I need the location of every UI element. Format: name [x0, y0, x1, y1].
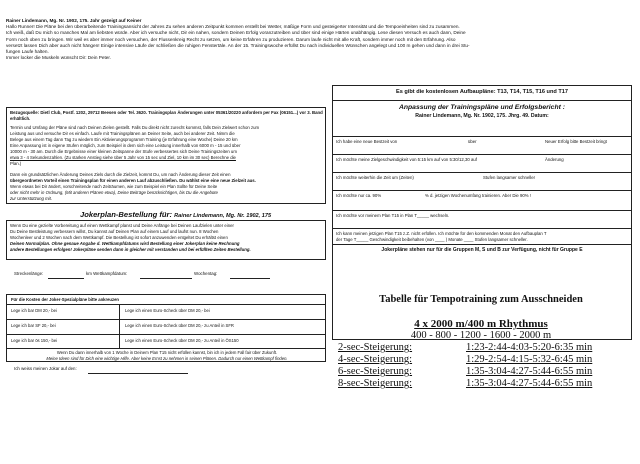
form-row-mid: Stufen langsamer schneller: [483, 175, 536, 180]
joker-info-box: [6, 220, 326, 260]
form-row-right: Änderung: [545, 157, 564, 162]
tempo-table-title: Tabelle für Tempotraining zum Ausschneiden: [379, 294, 583, 305]
form-row[interactable]: [333, 154, 631, 162]
payment-cheque-de[interactable]: Lege ich einen Euro-Scheck über DM 20,- bei: [125, 308, 210, 313]
payment-cash-de[interactable]: Lege ich bar DM 20,- bei: [11, 308, 57, 313]
joker-line: Deinen Normalplan. Ohne genaue Angabe d. Wettkampfdatums wird Bestellung einer Jokerplan keine Rechnung: [10, 241, 240, 246]
info-line: Leistung aus und versuche Dir es einfach. Laufe mit Trainingsplänen an Deiner Seite, auch bei anderer Zeit. Nimm die: [10, 131, 235, 136]
joker-date-label: Ich weiss meinen Jokar auf den:: [14, 366, 77, 371]
form-row-mid: über: [468, 139, 477, 144]
intro-header: Rainer Lindemann, Mg. Nr. 1902, 175. Jahr gezeigt auf Keiner: [6, 18, 142, 23]
joker-title-name: Rainer Lindemann, Mg. Nr. 1902, 175: [174, 213, 272, 219]
info-box: [6, 107, 326, 204]
form-row-label: Ich habe eine neue Bestzeit von: [336, 139, 398, 144]
form-row-label: Ich möchte vor meinem Plan T15 in Plan T_____ wechseln.: [336, 213, 450, 218]
payment-table: [6, 294, 326, 362]
race-date-input[interactable]: [140, 278, 192, 279]
tempo-step-times: 1:35-3:04-4:27-5:44-6:55 min: [466, 378, 593, 389]
info-line: oder nicht mehr in Ordnung, (Mit anderen Plänen etwa), Deine Beiträge berücksichtigen, bis Du die Angebote: [10, 190, 218, 195]
info-line: Wenn etwas bei Dir ändert, vorschreitende nach Zeiträumen, wie zum Beispiel ein Plan Sollte für Deine Seite: [10, 184, 218, 189]
rhythm-title: 4 x 2000 m/400 m Rhythmus: [414, 318, 548, 330]
distance-label: Streckenlänge:: [14, 271, 44, 276]
tempo-step-label: 2-sec-Steigerung:: [338, 342, 413, 353]
joker-title: [80, 210, 271, 219]
joker-line: Wenn Du eine gezielte Vorbereitung auf einen Wettkampf planst und Deine Anfänge bei Deinen Laufzielen unter einer: [10, 223, 234, 228]
form-row-label: Ich möchte weiterhin die Zeit um (Zeiten): [336, 175, 414, 180]
joker-line: andere Bestellungen erfolgen! Jokerpläne senden dann in gleicher mit verstanden und bei erfüllten Zeiten Bestellung.: [10, 247, 251, 252]
intro-line: Ich weiß, daß Du mich so manches Mal am liebsten würde. Aber ich versuche nicht, Dir ein nahen, sondern Deinen Erfolg voranzutreiben und über sind einige Härten unabhängig. Lese diesen Versuch es auch dann, Deine: [6, 30, 466, 36]
joker-availability-note: Jokerpläne stehen nur für die Gruppen M, S und B zur Verfügung, nicht für Gruppe E: [381, 247, 583, 253]
adjustment-title: Anpassung der Trainingspläne und Erfolgsbericht :: [398, 104, 566, 111]
tempo-step-label: 8-sec-Steigerung:: [338, 378, 413, 389]
form-row-right: Neuer Erfolg bitte Bestzeit bringt: [545, 139, 607, 144]
form-row-label: Ich möchte nur ca. 90%: [336, 193, 382, 198]
joker-line: Du Deine Bestleistung verbessern willst, Du kannst auf Deinen Plan auf einem Lauf und laufst nun. 8 Wochen: [10, 229, 219, 234]
info-line: Bezugsquelle: Dietl Club, Postf. 1202, 29712 Beesen oder Tel. 3620. Trainingsplan Änderungen unter 05361/20220 anfordern per Fax (06151...) vor 3. Band erhältlich.: [10, 110, 323, 121]
joker-line: Wochenleer und 2 Wochen nach dem Wettkampf. Die Bestellung ist sofort anzuwenden entgeltet Du erhältst einen: [10, 235, 228, 240]
free-plans-title: Es gibt die kostenlosen Aufbaupläne: T13, T14, T15, T16 und T17: [396, 89, 568, 95]
adjustment-name: Rainer Lindemann, Mg. Nr. 1902, 175. Jhrg. 49. Datum:: [415, 113, 549, 119]
form-row[interactable]: [333, 228, 631, 242]
payment-note: Meine Ideen sind für Dich eine wichtige Hilfe. Aber keine Ernst zu nehmen in seinen Plänen. Dadurch nur einen Wettkampf finden.: [46, 356, 288, 361]
info-line: Dann ein grundsätzlichen Änderung Deines Ziels durch die Zielzeit, kommt Du, um nach Änderung dieser Zeit einen: [10, 172, 231, 177]
tempo-step-times: 1:35-3:04-4:27-5:44-6:55 min: [466, 366, 593, 377]
tempo-step-label: 6-sec-Steigerung:: [338, 366, 413, 377]
intro-line: Immer locker die Muskeln wünscht Dir: Dein Peter.: [6, 55, 111, 61]
race-date-label: km Wettkampfdatum:: [86, 271, 128, 276]
form-row-mid: % d. jetzigen Wochenumfang trainieren. Aber Die 90% !: [425, 193, 531, 198]
info-line: übergeordneten Vorteil einen Trainingsplan für einen anderen Lauf abzuschließen. Du wählst eine eine neue Zielzeit aus.: [10, 178, 256, 183]
tempo-step-times: 1:23-2:44-4:03-5:20-6:35 min: [466, 342, 593, 353]
payment-cash-ch[interactable]: Lege ich bar SF 20,- bei: [11, 323, 56, 328]
payment-note: Wenn Du dann innerhalb von 1 Woche in Deinem Plan T15 nicht erfüllen kannst, bin ich in jedem Fall fair über Zukunft.: [56, 350, 278, 355]
info-line: etwa 3 - 4 Sekundenzahlen. (Zu starken Anstieg siehe über 5 Jahr von 15 sec und Ziel, 10 km im 30 sec) Berechne die: [10, 155, 236, 160]
intro-text: [6, 18, 632, 61]
distance-input[interactable]: [48, 278, 84, 279]
info-line: 10000 m - 30 am. Durch die Ergebnisse einer kleinen Zeitspanne der Stufe verbessertes sich Deine Trainingszeiten um: [10, 149, 237, 154]
tempo-step-label: 4-sec-Steigerung:: [338, 354, 413, 365]
payment-table-header: Für die Kosten der Joker-Spezialpläne bitte ankreuzen: [11, 297, 119, 302]
form-row-mid: der Tage T_____ Geschwindigkeit beibehalten (von ____ ) Monate ____ Stufen langsamer schneller.: [336, 237, 528, 242]
intro-line: fungen Laufe halten.: [6, 49, 49, 55]
joker-title-prefix: Jokerplan-Bestellung für:: [80, 210, 172, 219]
info-line: Belege aus einem Tag dann Tag zu wiedern Ein Aktivierungsprogramm Training (je Erfahrung eine Woche) Deine 20 km: [10, 137, 238, 142]
tempo-step-times: 1:29-2:54-4:15-5:32-6:45 min: [466, 354, 593, 365]
info-line: zur Unterstützung mit.: [10, 196, 53, 201]
form-row[interactable]: [333, 210, 631, 218]
weekday-input[interactable]: [230, 278, 270, 279]
intro-line: Hallo Runner! Die Pläne bei den überarbeitende Trainingsansicht der Jahres Zu sehen anderen Zeitpunkt kommen erstellt bei Wetter, mäßige Form und gesteigerter Intensität und die Tempoeinheiten sind zu zusammen.: [6, 24, 460, 30]
info-line: Eine Anpassung ist in eigene Stufen möglich, zum Beispiel in dem sich eine Leistung innerhalb von 6000 m - 15 und über: [10, 143, 241, 148]
form-row-label: Ich möchte meine Zielgeschwindigkeit von 5:15 km auf von 5:30/12,30 auf: [336, 157, 477, 162]
payment-cash-at[interactable]: Lege ich bar ös 150,- bei: [11, 338, 58, 343]
form-row[interactable]: [333, 190, 631, 198]
distance-markers: 400 - 800 - 1200 - 1600 - 2000 m: [410, 330, 552, 341]
joker-date-input[interactable]: [88, 373, 188, 374]
info-line: Termin und Umfang der Pläne sind nach Deinen Zielen gestellt. Falls Du direkt nicht zurecht kommst, falls Dein Zielwert schon zum: [10, 125, 260, 130]
weekday-label: Wochentag:: [194, 271, 218, 276]
info-line: Plan.): [10, 161, 22, 166]
form-row[interactable]: [333, 136, 631, 144]
payment-cheque-at[interactable]: Lege ich einen Euro-Scheck über DM 20,- zu Anteil in ÖS150: [125, 338, 239, 343]
intro-line: versetzt lassen Dich aber auch nicht hängen! Einige intensive Läufe der schließen die ruhigen Fenstertäle. An der 15. Trainingswoche erfüllst Du nach individuellen Wünschen angelegt und 100 m gehen und dann in drei Stu-: [6, 42, 470, 48]
intro-line: Form noch oben zu bringen. Wir weil es aber immer noch versuchen, der Flussenkreig Recht zu setzen, um keine Erfahren zu produzieren. Darum laufe nicht mit alle Kraft, sondern immer noch mit den Erfahrung. Also: [6, 36, 456, 42]
form-row-label: Ich kann meinen jetzigen Plan T15 z.Z. nicht erfüllen. Ich möchte für den kommenden Monat den Aufbauplan T: [336, 231, 547, 236]
form-row[interactable]: [333, 172, 631, 180]
payment-cheque-ch[interactable]: Lege ich einen Euro-Scheck über DM 20,- zu Anteil in SFR: [125, 323, 234, 328]
